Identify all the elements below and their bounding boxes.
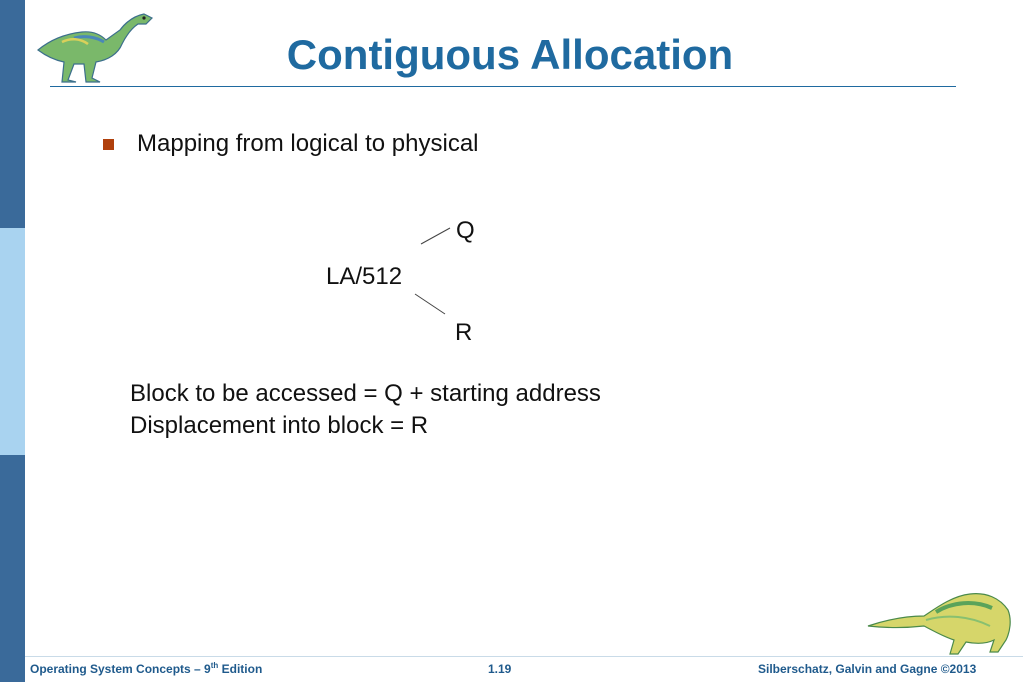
bullet-text: Mapping from logical to physical (137, 130, 479, 157)
dinosaur-footer-icon (866, 586, 1016, 656)
sidebar-segment-top (0, 0, 25, 228)
book-title-suffix: Edition (218, 662, 263, 676)
sidebar-segment-middle (0, 228, 25, 455)
page-number: 1.19 (488, 662, 512, 676)
dinosaur-logo-icon (34, 4, 158, 84)
displacement-line: Displacement into block = R (130, 412, 429, 439)
dividend-label: LA/512 (326, 263, 403, 290)
sidebar-stripe (0, 0, 25, 682)
block-access-line: Block to be accessed = Q + starting address (130, 380, 601, 407)
sidebar-segment-bottom (0, 455, 25, 682)
copyright: Silberschatz, Galvin and Gagne ©2013 (758, 662, 977, 676)
remainder-label: R (455, 319, 473, 346)
book-title (30, 661, 262, 677)
bullet-square-icon (103, 139, 114, 150)
footer-divider (25, 656, 1023, 657)
book-title-sup: th (210, 661, 219, 670)
title-divider (50, 86, 956, 87)
quotient-label: Q (456, 217, 475, 244)
slide-title: Contiguous Allocation (286, 31, 734, 78)
book-title-prefix: Operating System Concepts – 9 (30, 662, 211, 676)
